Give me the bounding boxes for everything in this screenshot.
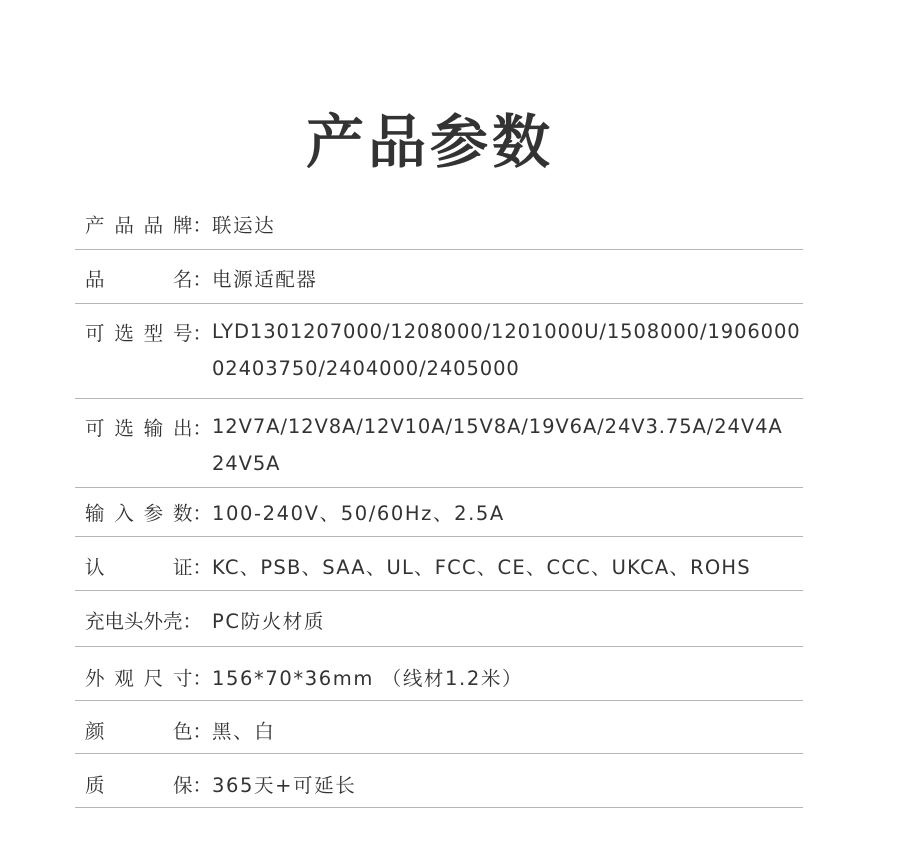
label-char: 质 [85,774,105,797]
spec-row-models [75,304,803,399]
label-char: 名： [172,268,212,291]
spec-value [212,606,803,634]
spec-row-name [75,250,803,304]
spec-value [212,264,803,292]
label-char: 观 [114,667,134,690]
spec-label [75,770,212,798]
spec-label [75,498,212,526]
spec-label [75,413,212,441]
value-line: PC防火材质 [212,610,325,633]
spec-row-dimensions [75,647,803,701]
spec-value [212,770,803,798]
label-char: 寸： [172,667,212,690]
label-char: 入 [114,502,134,525]
value-line: 100-240V、50/60Hz、2.5A [212,502,505,525]
spec-label [75,210,212,238]
label-char: 品 [143,214,164,237]
value-line: 24V5A [212,452,281,475]
spec-value [212,498,803,526]
value-line: LYD1301207000/1208000/1201000U/1508000/1906000 [212,320,801,343]
label-char: 选 [114,322,134,345]
value-line: 电源适配器 [212,268,318,291]
value-line: 365天+可延长 [212,774,357,797]
spec-table [75,198,803,808]
label-char: 可 [85,322,105,345]
spec-value [212,716,803,744]
value-line: KC、PSB、SAA、UL、FCC、CE、CCC、UKCA、ROHS [212,556,751,579]
spec-value [212,408,803,482]
label-char: 数： [172,502,212,525]
spec-value [212,210,803,238]
label-char: 色： [172,720,212,743]
label-char: 颜 [85,720,105,743]
value-line: 联运达 [212,214,276,237]
label-char: 型 [143,322,164,345]
spec-row-color [75,701,803,754]
label-char: 保： [172,774,212,797]
spec-label [75,716,212,744]
label-char: 充电头外壳： [85,610,203,633]
spec-row-brand [75,198,803,250]
label-char: 产 [85,214,105,237]
spec-row-warranty [75,754,803,808]
label-char: 品 [114,214,134,237]
label-char: 牌： [172,214,212,237]
label-char: 输 [143,417,164,440]
spec-label [75,552,212,580]
spec-label [75,663,212,691]
spec-row-shell [75,591,803,647]
spec-value [212,552,803,580]
label-char: 可 [85,417,105,440]
label-char: 证： [172,556,212,579]
spec-value [212,313,803,387]
spec-row-certification [75,537,803,591]
label-char: 参 [143,502,164,525]
label-char: 号： [172,322,212,345]
spec-label [75,606,212,634]
label-char: 外 [85,667,105,690]
label-char: 选 [114,417,134,440]
value-line: 156*70*36mm （线材1.2米） [212,667,524,690]
value-line: 02403750/2404000/2405000 [212,357,520,380]
label-char: 尺 [143,667,164,690]
spec-label [75,264,212,292]
label-char: 认 [85,556,105,579]
label-char: 出： [172,417,212,440]
spec-label [75,318,212,346]
spec-value [212,663,803,691]
spec-row-outputs [75,399,803,488]
value-line: 12V7A/12V8A/12V10A/15V8A/19V6A/24V3.75A/24V4A [212,415,783,438]
label-char: 品 [85,268,105,291]
spec-row-input [75,488,803,537]
label-char: 输 [85,502,105,525]
page-title: 产品参数 [305,108,554,176]
value-line: 黑、白 [212,720,276,743]
